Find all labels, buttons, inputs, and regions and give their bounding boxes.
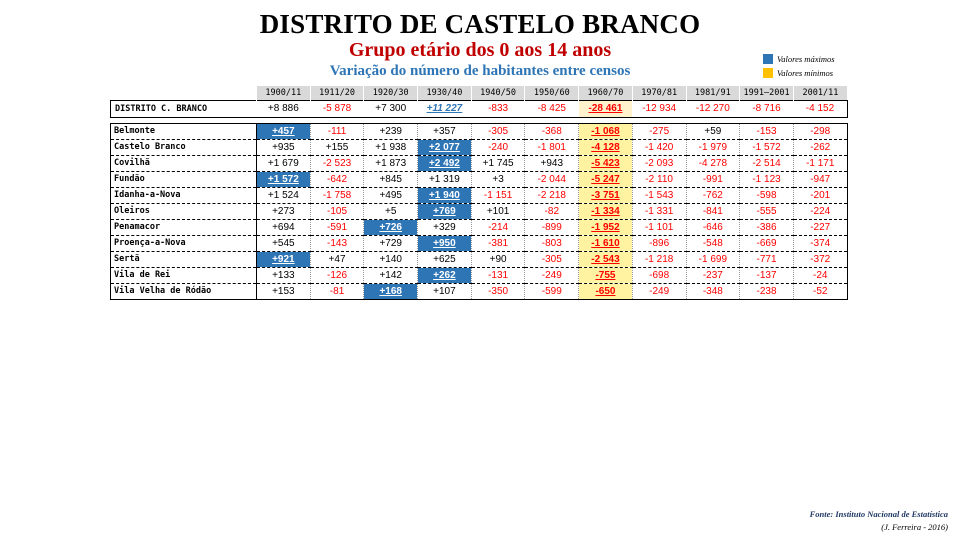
municipality-value-cell: -771 [740, 251, 794, 267]
municipality-value-cell: -1 699 [686, 251, 740, 267]
municipality-name: Idanha-a-Nova [111, 187, 257, 203]
municipality-value-cell: -2 523 [310, 155, 364, 171]
district-value-cell: -8 425 [525, 100, 579, 117]
municipality-value-cell: -1 610 [579, 235, 633, 251]
municipality-value-cell: -81 [310, 283, 364, 299]
municipality-row [111, 171, 848, 187]
district-value-cell: -833 [471, 100, 525, 117]
municipality-value-cell: +2 492 [418, 155, 472, 171]
header-corner [111, 86, 257, 100]
municipality-value-cell: +845 [364, 171, 418, 187]
municipality-name: Castelo Branco [111, 139, 257, 155]
municipality-value-cell: -82 [525, 203, 579, 219]
municipality-value-cell: -372 [793, 251, 847, 267]
municipality-value-cell: +5 [364, 203, 418, 219]
municipality-value-cell: -305 [525, 251, 579, 267]
municipality-value-cell: +1 679 [257, 155, 311, 171]
column-header: 2001/11 [793, 86, 847, 100]
footer-source: Fonte: Instituto Nacional de Estatística [809, 509, 948, 519]
municipality-value-cell: +1 572 [257, 171, 311, 187]
municipality-name: Vila de Rei [111, 267, 257, 283]
municipality-value-cell: +769 [418, 203, 472, 219]
municipality-value-cell: -201 [793, 187, 847, 203]
municipality-row [111, 203, 848, 219]
municipality-value-cell: +107 [418, 283, 472, 299]
page-subtitle-secondary: Variação do número de habitantes entre censos [329, 63, 631, 79]
municipality-row [111, 283, 848, 299]
municipality-row [111, 187, 848, 203]
municipality-value-cell: -2 218 [525, 187, 579, 203]
municipality-value-cell: -650 [579, 283, 633, 299]
legend-min [763, 66, 835, 80]
municipality-value-cell: -374 [793, 235, 847, 251]
municipality-name: Sertã [111, 251, 257, 267]
municipality-value-cell: -5 423 [579, 155, 633, 171]
municipality-value-cell: +155 [310, 139, 364, 155]
district-value-cell: +7 300 [364, 100, 418, 117]
municipality-value-cell: -3 751 [579, 187, 633, 203]
municipality-value-cell: -1 801 [525, 139, 579, 155]
municipality-value-cell: -1 952 [579, 219, 633, 235]
legend-max-label: Valores máximos [777, 54, 835, 64]
municipality-value-cell: +140 [364, 251, 418, 267]
municipality-value-cell: -2 093 [632, 155, 686, 171]
municipality-value-cell: -803 [525, 235, 579, 251]
municipality-name: Oleiros [111, 203, 257, 219]
legend [763, 52, 835, 80]
municipality-value-cell: +59 [686, 123, 740, 139]
municipality-value-cell: +1 745 [471, 155, 525, 171]
municipality-value-cell: -2 514 [740, 155, 794, 171]
municipality-value-cell: +142 [364, 267, 418, 283]
district-name: DISTRITO C. BRANCO [111, 100, 257, 117]
municipality-value-cell: -899 [525, 219, 579, 235]
municipality-value-cell: +153 [257, 283, 311, 299]
municipality-value-cell: -5 247 [579, 171, 633, 187]
municipality-value-cell: -249 [525, 267, 579, 283]
municipality-value-cell: -548 [686, 235, 740, 251]
municipality-value-cell: -249 [632, 283, 686, 299]
municipality-value-cell: +329 [418, 219, 472, 235]
municipality-value-cell: +495 [364, 187, 418, 203]
municipality-value-cell: -669 [740, 235, 794, 251]
legend-max [763, 52, 835, 66]
municipality-value-cell: -368 [525, 123, 579, 139]
municipality-value-cell: +694 [257, 219, 311, 235]
municipality-value-cell: -762 [686, 187, 740, 203]
municipality-value-cell: -262 [793, 139, 847, 155]
municipality-value-cell: +2 077 [418, 139, 472, 155]
municipality-value-cell: +133 [257, 267, 311, 283]
municipality-value-cell: -131 [471, 267, 525, 283]
municipality-value-cell: +3 [471, 171, 525, 187]
footer-author: (J. Ferreira - 2016) [881, 522, 948, 532]
municipality-value-cell: -2 543 [579, 251, 633, 267]
municipality-value-cell: -227 [793, 219, 847, 235]
municipality-value-cell: -240 [471, 139, 525, 155]
municipality-value-cell: -642 [310, 171, 364, 187]
municipality-value-cell: -591 [310, 219, 364, 235]
municipality-value-cell: +168 [364, 283, 418, 299]
district-value-cell: -12 934 [632, 100, 686, 117]
census-variation-table [110, 86, 848, 300]
municipality-value-cell: +457 [257, 123, 311, 139]
municipality-value-cell: +1 873 [364, 155, 418, 171]
municipality-value-cell: -4 278 [686, 155, 740, 171]
municipality-value-cell: -348 [686, 283, 740, 299]
municipality-value-cell: -1 758 [310, 187, 364, 203]
district-total-row [111, 100, 848, 117]
municipality-value-cell: -1 123 [740, 171, 794, 187]
legend-min-swatch [763, 68, 773, 78]
municipality-value-cell: +239 [364, 123, 418, 139]
municipality-row [111, 123, 848, 139]
municipality-value-cell: -1 572 [740, 139, 794, 155]
municipality-value-cell: -137 [740, 267, 794, 283]
municipality-value-cell: +357 [418, 123, 472, 139]
municipality-row [111, 235, 848, 251]
column-header: 1900/11 [257, 86, 311, 100]
municipality-row [111, 219, 848, 235]
municipality-value-cell: -153 [740, 123, 794, 139]
municipality-value-cell: +943 [525, 155, 579, 171]
municipality-name: Vila Velha de Ródão [111, 283, 257, 299]
column-header: 1970/81 [632, 86, 686, 100]
municipality-value-cell: -238 [740, 283, 794, 299]
municipality-row [111, 155, 848, 171]
page-subtitle: Grupo etário dos 0 aos 14 anos [348, 39, 612, 61]
municipality-value-cell: -755 [579, 267, 633, 283]
municipality-value-cell: -1 101 [632, 219, 686, 235]
municipality-value-cell: +726 [364, 219, 418, 235]
column-header: 1960/70 [579, 86, 633, 100]
municipality-value-cell: -105 [310, 203, 364, 219]
municipality-value-cell: +625 [418, 251, 472, 267]
page-title: DISTRITO DE CASTELO BRANCO [259, 9, 701, 39]
municipality-value-cell: -646 [686, 219, 740, 235]
municipality-value-cell: +921 [257, 251, 311, 267]
municipality-value-cell: +950 [418, 235, 472, 251]
municipality-value-cell: +90 [471, 251, 525, 267]
municipality-value-cell: -1 334 [579, 203, 633, 219]
municipality-value-cell: +545 [257, 235, 311, 251]
municipality-value-cell: -381 [471, 235, 525, 251]
municipality-value-cell: -555 [740, 203, 794, 219]
district-value-cell: -12 270 [686, 100, 740, 117]
municipality-value-cell: -1 151 [471, 187, 525, 203]
municipality-value-cell: -214 [471, 219, 525, 235]
municipality-value-cell: -143 [310, 235, 364, 251]
municipality-value-cell: -224 [793, 203, 847, 219]
municipality-row [111, 267, 848, 283]
column-header: 1920/30 [364, 86, 418, 100]
municipality-value-cell: -1 068 [579, 123, 633, 139]
municipality-value-cell: +101 [471, 203, 525, 219]
municipality-value-cell: -947 [793, 171, 847, 187]
district-value-cell: -5 878 [310, 100, 364, 117]
municipality-name: Covilhã [111, 155, 257, 171]
municipality-name: Belmonte [111, 123, 257, 139]
column-header: 1930/40 [418, 86, 472, 100]
municipality-value-cell: -126 [310, 267, 364, 283]
municipality-value-cell: +47 [310, 251, 364, 267]
municipality-value-cell: -698 [632, 267, 686, 283]
municipality-value-cell: +273 [257, 203, 311, 219]
municipality-value-cell: +262 [418, 267, 472, 283]
municipality-value-cell: +729 [364, 235, 418, 251]
municipality-value-cell: +1 524 [257, 187, 311, 203]
municipality-value-cell: -237 [686, 267, 740, 283]
municipality-value-cell: -24 [793, 267, 847, 283]
municipality-value-cell: -896 [632, 235, 686, 251]
municipality-value-cell: -350 [471, 283, 525, 299]
municipality-value-cell: -2 044 [525, 171, 579, 187]
column-header: 1940/50 [471, 86, 525, 100]
municipality-name: Proença-a-Nova [111, 235, 257, 251]
municipality-value-cell: +935 [257, 139, 311, 155]
municipality-value-cell: -386 [740, 219, 794, 235]
district-value-cell: +11 227 [418, 100, 472, 117]
legend-min-label: Valores mínimos [777, 68, 834, 78]
header-row [111, 86, 848, 100]
municipality-row [111, 251, 848, 267]
municipality-value-cell: -1 420 [632, 139, 686, 155]
municipality-row [111, 139, 848, 155]
column-header: 1911/20 [310, 86, 364, 100]
column-header: 1991–2001 [740, 86, 794, 100]
municipality-value-cell: -298 [793, 123, 847, 139]
municipality-value-cell: -1 218 [632, 251, 686, 267]
district-value-cell: +8 886 [257, 100, 311, 117]
municipality-value-cell: -598 [740, 187, 794, 203]
municipality-value-cell: -599 [525, 283, 579, 299]
municipality-value-cell: -305 [471, 123, 525, 139]
municipality-name: Fundão [111, 171, 257, 187]
municipality-value-cell: -4 128 [579, 139, 633, 155]
municipality-value-cell: +1 938 [364, 139, 418, 155]
column-header: 1950/60 [525, 86, 579, 100]
municipality-value-cell: -1 331 [632, 203, 686, 219]
municipality-value-cell: +1 940 [418, 187, 472, 203]
municipality-value-cell: -2 110 [632, 171, 686, 187]
municipality-value-cell: -841 [686, 203, 740, 219]
municipality-value-cell: -275 [632, 123, 686, 139]
municipality-name: Penamacor [111, 219, 257, 235]
district-value-cell: -8 716 [740, 100, 794, 117]
district-value-cell: -28 461 [579, 100, 633, 117]
municipality-value-cell: +1 319 [418, 171, 472, 187]
municipality-value-cell: -52 [793, 283, 847, 299]
municipality-value-cell: -1 543 [632, 187, 686, 203]
column-header: 1981/91 [686, 86, 740, 100]
legend-max-swatch [763, 54, 773, 64]
municipality-value-cell: -111 [310, 123, 364, 139]
municipality-value-cell: -1 171 [793, 155, 847, 171]
district-value-cell: -4 152 [793, 100, 847, 117]
municipality-value-cell: -991 [686, 171, 740, 187]
municipality-value-cell: -1 979 [686, 139, 740, 155]
